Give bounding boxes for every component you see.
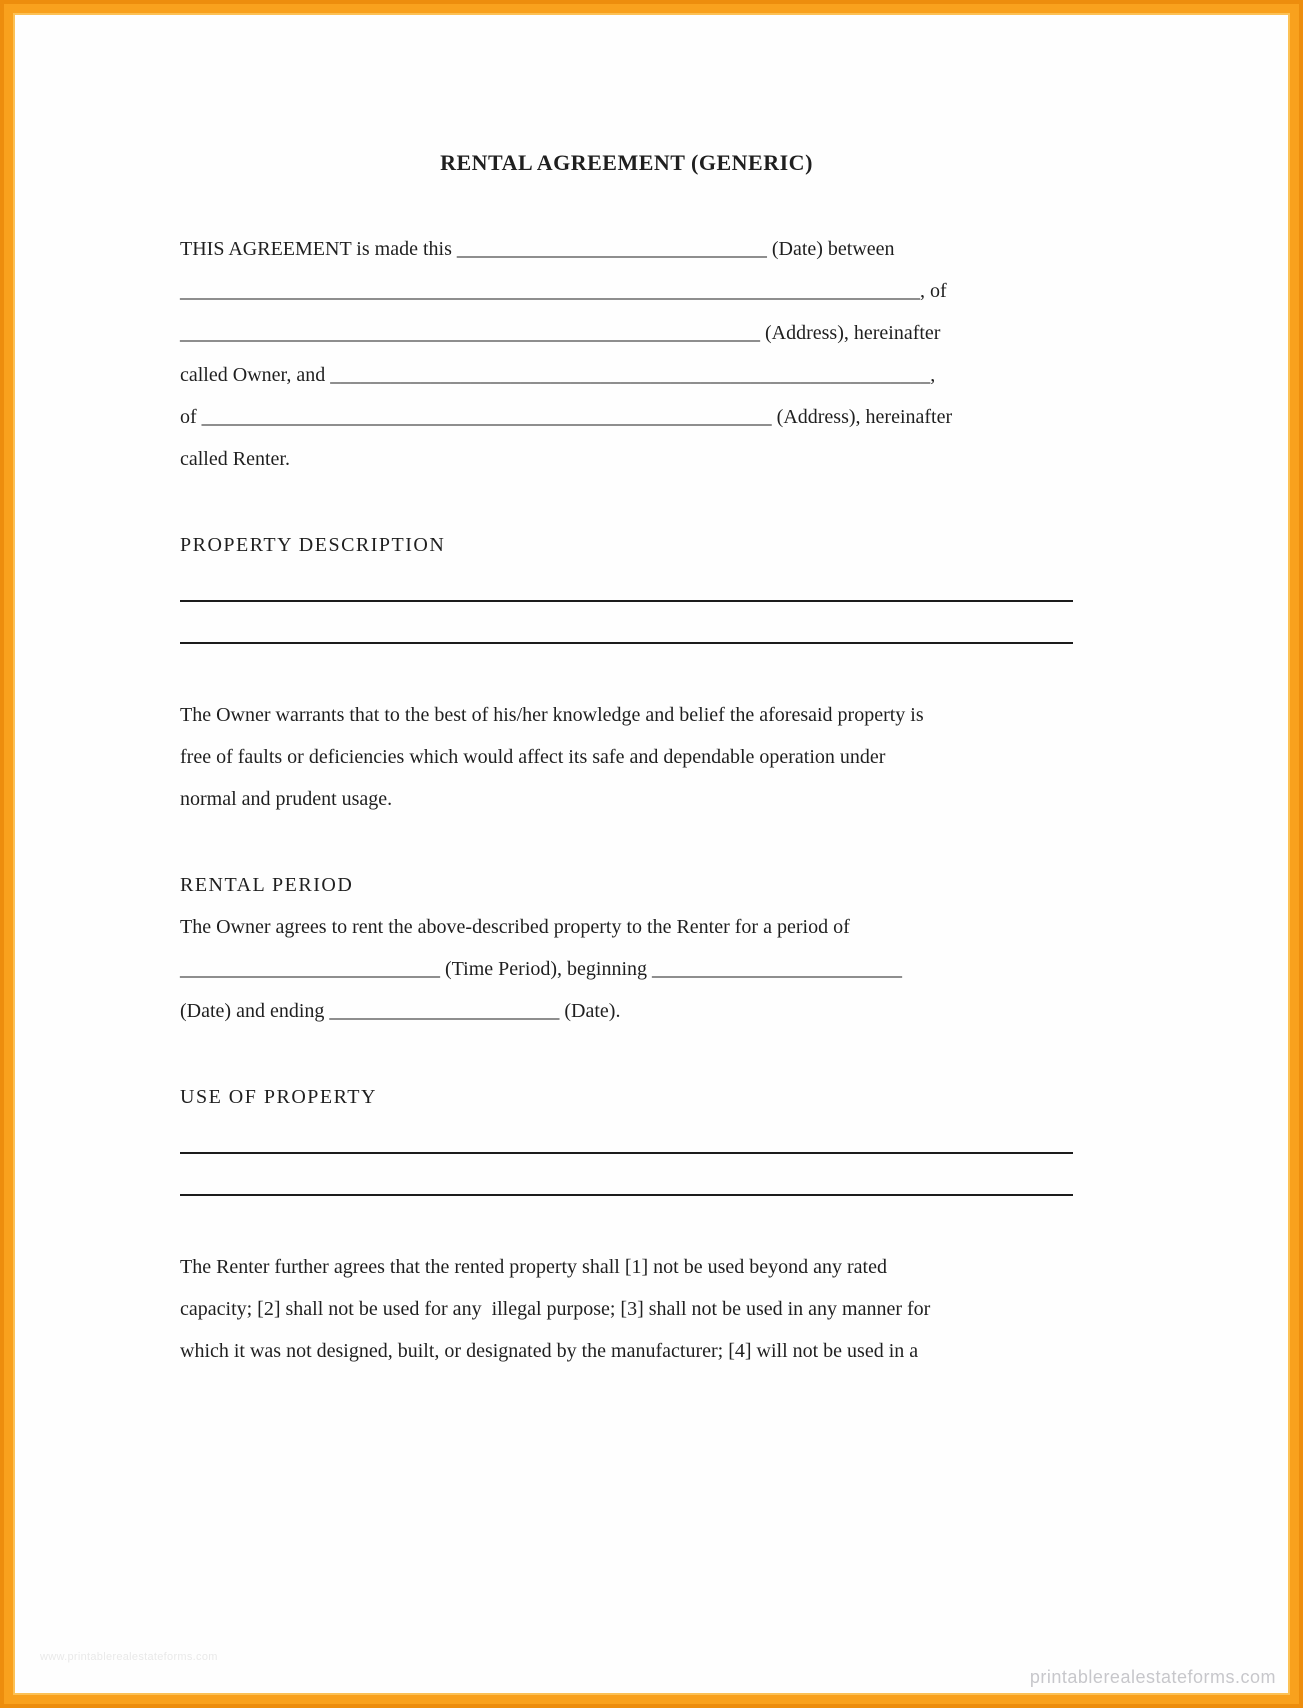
page-border-frame-highlight (13, 13, 1290, 1695)
rental-period-heading: RENTAL PERIOD (180, 874, 354, 896)
page-border-frame-main (4, 4, 1299, 1704)
renter-terms-line: The Renter further agrees that the rented property shall [1] not be used beyond any rated (180, 1256, 887, 1278)
use-of-property-heading: USE OF PROPERTY (180, 1086, 377, 1108)
property-description-heading: PROPERTY DESCRIPTION (180, 534, 446, 556)
use-of-property-blank-line (180, 1152, 1073, 1154)
document-body (15, 15, 1288, 1372)
rental-period-line: __________________________ (Time Period), beginning _________________________ (180, 958, 903, 980)
renter-terms-paragraph (180, 1246, 1073, 1372)
intro-line: called Renter. (180, 448, 290, 470)
watermark-url-faint: www.printablerealestateforms.com (40, 1651, 218, 1663)
document-title: RENTAL AGREEMENT (GENERIC) (440, 150, 813, 175)
renter-terms-line: which it was not designed, built, or designated by the manufacturer; [4] will not be used in a (180, 1340, 919, 1362)
intro-line: called Owner, and ____________________________________________________________, (180, 364, 936, 386)
rental-period-line: (Date) and ending _______________________ (Date). (180, 1000, 621, 1022)
rental-period-section (180, 864, 1073, 1032)
use-of-property-blank-line (180, 1194, 1073, 1196)
intro-line: __________________________________________________________________________, of (180, 280, 947, 302)
warranty-line: The Owner warrants that to the best of his/her knowledge and belief the aforesaid property is (180, 704, 924, 726)
intro-paragraph (180, 228, 1073, 480)
document-page (15, 15, 1288, 1693)
watermark-site-name: printablerealestateforms.com (1029, 1667, 1276, 1687)
intro-line: THIS AGREEMENT is made this _______________________________ (Date) between (180, 238, 895, 260)
property-description-blank-line (180, 600, 1073, 602)
warranty-line: normal and prudent usage. (180, 788, 393, 810)
intro-line: of _________________________________________________________ (Address), hereinafter (180, 406, 953, 428)
warranty-line: free of faults or deficiencies which would affect its safe and dependable operation under (180, 746, 886, 768)
warranty-paragraph (180, 694, 1073, 820)
intro-line: __________________________________________________________ (Address), hereinafter (180, 322, 941, 344)
property-description-blank-line (180, 642, 1073, 644)
rental-period-line: The Owner agrees to rent the above-described property to the Renter for a period of (180, 916, 850, 938)
renter-terms-line: capacity; [2] shall not be used for any illegal purpose; [3] shall not be used in any manner for (180, 1298, 931, 1320)
